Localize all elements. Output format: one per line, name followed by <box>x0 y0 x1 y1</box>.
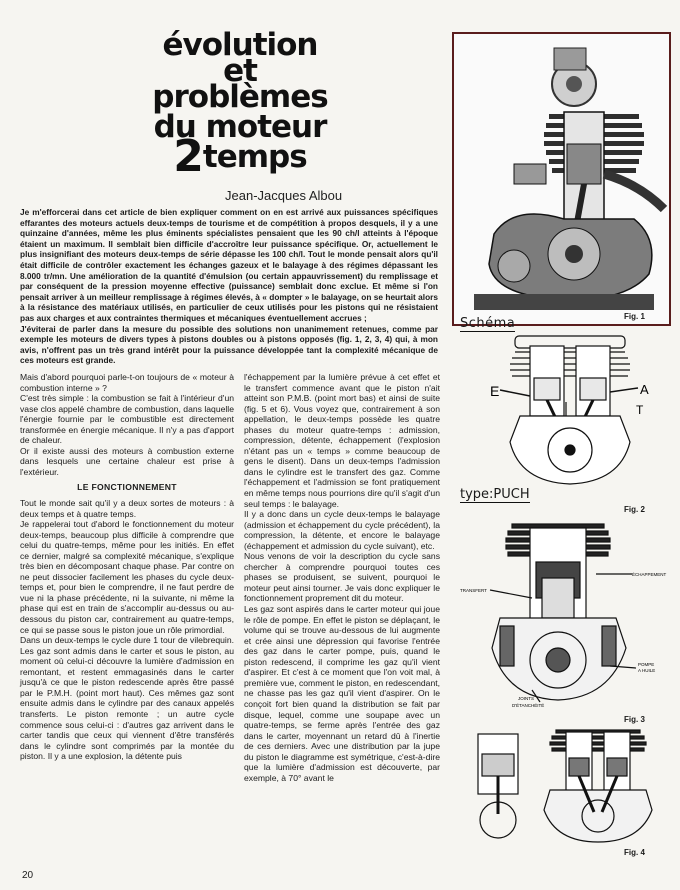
col2-paragraph: l'échappement par la lumière prévue à cet effet et le transfert commence avant que le piston n'ait atteint son P.M.B. (point mort bas) et ainsi de suite (fig. 5 et 6). Vous voyez que, contrairement à son appellation, le deux-temps possède les quatre phases du moteur quatre-temps : admission, compression, détente, échappement (l'explosion n'étant pas un « temps » comme beaucoup de gens le disent). Dans un deux-temps l'admission dans le cylindre est le transfert des gaz. Comme l'échappement et l'admission se font pratiquement en même temps nous pourrions dire qu'il s'agit d'un seul temps : le balayage. <box>244 372 440 509</box>
fig3-transfert-label: TRANSFERT <box>460 588 487 593</box>
title-number: 2 <box>173 131 203 182</box>
title-line-1: évolution <box>162 27 318 63</box>
figure-4-label: Fig. 4 <box>624 848 645 857</box>
article-title <box>95 27 385 182</box>
figure-2-puch-schematic <box>460 332 670 497</box>
schema-label: Schéma <box>460 316 516 331</box>
title-line-5 <box>95 131 385 182</box>
figure-3-label: Fig. 3 <box>624 715 645 724</box>
author-name: Jean-Jacques Albou <box>225 188 343 203</box>
page-number: 20 <box>22 870 34 881</box>
lead-paragraph-2: J'éviterai de parler dans la mesure du possible des solutions non unanimement retenues, comme par exemple les moteurs de divers types à pistons doubles ou à pistons opposés (fig. 1, 2, 3, 4) qui, à mon avis, n'offrent pas un très grand intérêt pour la puissance développée tant la complexité mécanique de ces moteurs est grande. <box>20 323 438 366</box>
col1-paragraph: Mais d'abord pourquoi parle-t-on toujours de « moteur à combustion interne » ? <box>20 372 234 393</box>
engine-cutaway-illustration <box>454 34 669 324</box>
title-word-temps: temps <box>202 139 307 175</box>
figure-1-label: Fig. 1 <box>624 312 645 321</box>
col1-paragraph: Tout le monde sait qu'il y a deux sortes de moteurs : à deux temps et à quatre temps. <box>20 498 234 519</box>
figure-2-label: Fig. 2 <box>624 505 645 514</box>
fig3-etancheite-label: D'ÉTANCHÉITÉ <box>512 703 545 708</box>
lead-paragraph-1: Je m'efforcerai dans cet article de bien expliquer comment on en est arrivé aux puissances spécifiques effarantes des moteurs actuels deux-temps de tourisme et de compétition à propos desquels, il y a une quinzaine d'années, même les plus éminents spécialistes pensaient que les 90 ch/l atteints à l'époque étaient un maximum. Il semblait bien difficile d'accroître leur puissance spécifique. Or, actuellement le plus insignifiant des moteurs deux-temps de série dépasse les 100 ch/l. Tout le monde pensait alors qu'il était difficile de contrôler exactement les échanges gazeux et le balayage à des régimes dépassant les 8.000 tr/mn. Une amélioration de la quantité d'émulsion (ou certain appauvrissement) du remplissage et par conséquent de la pression moyenne effective (puissance) semblait donc exclue. Et même si l'on pensait arriver à un meilleur remplissage à régimes élevés, à « dompter » le balayage, on se heurtait alors à la résistance des matériaux utilisés, en particulier de ceux utilisés pour les pistons qui ne résistaient pas aux charges et aux contraintes thermiques et mécaniques éventuellement accrues ; <box>20 207 438 323</box>
col1-paragraph: Je rappelerai tout d'abord le fonctionnement du moteur deux-temps, beaucoup plus difficile à comprendre que celui du quatre-temps, même pour les initiés. En effet ce dernier, malgré sa complexité mécanique, s'explique très bien en décomposant chaque phase. Par contre on ne peut dissocier facilement les phases du cycle deux-temps et, pour bien le comprendre, il ne faut perdre de vue ni la phase précédente, ni la suivante, ni même la phase qui est en train de s'accomplir au-dessus ou au-dessous du piston car, contrairement au quatre-temps, ce qui se passe sous le piston joue un rôle primordial. <box>20 519 234 635</box>
col2-paragraph: Les gaz sont aspirés dans le carter moteur qui joue le rôle de pompe. En effet le piston se déplaçant, le volume qui se trouve au-dessous de lui augmente et crée ainsi une dépression qui favorise l'entrée des gaz dans le carter pompe, puis, quand le piston redescend, il comprime les gaz qu'il vient d'aspirer. Et c'est à ce moment que l'on voit mal, à première vue, comment le piston, en redescendant, ne chasse pas les gaz qu'il vient d'aspirer. On le conçoit fort bien quand la distribution se fait par disque, lequel, comme une soupape avec un quatre-temps, se ferme après l'entrée des gaz dans le carter, moyennant un retard dû à l'inertie de ces derniers. Avec une distribution par la jupe du piston le diagramme est symétrique, c'est-à-dire que la lumière d'admission est découverte, par exemple, à 70° avant le <box>244 604 440 783</box>
body-column-2 <box>244 372 440 783</box>
type-label: type:PUCH <box>460 487 530 502</box>
fig3-echappement-label: ÉCHAPPEMENT <box>632 572 667 577</box>
section-heading: LE FONCTIONNEMENT <box>77 482 177 493</box>
body-column-1 <box>20 372 234 762</box>
fig3-joints-label: JOINTS <box>518 696 535 701</box>
col1-paragraph: C'est très simple : la combustion se fait à l'intérieur d'un vase clos appelé chambre de combustion, dans laquelle l'énergie fournie par le combustible est directement transformée en énergie mécanique. Il n'y a pas d'apport de chaleur. <box>20 393 234 446</box>
col2-paragraph: Il y a donc dans un cycle deux-temps le balayage (admission et échappement du cycle précédent), la compression, la détente, et encore le balayage (échappement et admission du cycle suivant), etc. <box>244 509 440 551</box>
figure-4-opposed-piston-diagram <box>460 724 672 846</box>
fig3-pompe-label: POMPE <box>638 662 655 667</box>
col1-paragraph: Or il existe aussi des moteurs à combustion externe dans lesquels une certaine chaleur est prise à l'extérieur. <box>20 445 234 477</box>
title-line-2: et <box>223 53 257 89</box>
fig2-letter-t: T <box>636 403 644 417</box>
figure-3-cutaway-diagram <box>460 518 672 710</box>
lead-paragraphs <box>20 207 438 366</box>
col1-paragraph: Dans un deux-temps le cycle dure 1 tour de vilebrequin. Les gaz sont admis dans le carter et sous le piston, au moment où celui-ci découvre la lumière d'admission en remontant, et restent emmagasinés dans le carter jusqu'à ce que le piston redescende après être passé par le P.M.H. (point mort haut). Ces mêmes gaz sont ensuite admis dans le cylindre par des canaux appelés transferts. Le piston remonte ; un autre cycle commence sous celui-ci : d'autres gaz arrivent dans le carter tandis que ceux qui viennent d'être transférés dans le cylindre sont comprimés par la montée du piston. Il y a une explosion, la détente puis <box>20 635 234 762</box>
title-line-4: du moteur <box>153 109 327 145</box>
fig2-letter-a: A <box>640 382 649 397</box>
title-line-3: problèmes <box>152 79 328 115</box>
col2-paragraph: Nous venons de voir la description du cycle sans chercher à comprendre pourquoi toutes ces phases se produisent, se suivent, pourquoi le moteur peut ainsi tourner. Je vais donc expliquer le fonctionnement proprement dit du moteur. <box>244 551 440 604</box>
fig3-huile-label: A HUILE <box>638 668 656 673</box>
figure-1-engine-photo <box>452 32 671 326</box>
fig2-letter-e: E <box>490 383 500 399</box>
